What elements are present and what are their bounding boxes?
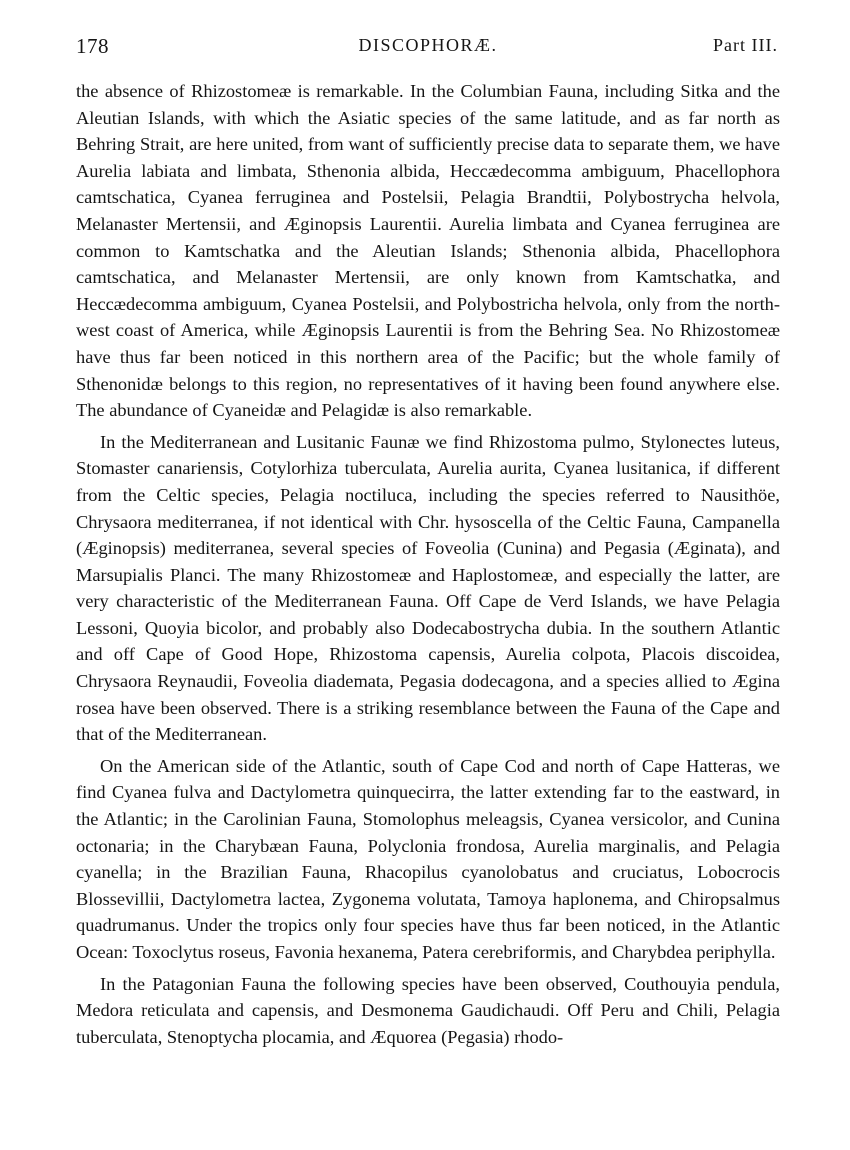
paragraph-columbian-fauna: the absence of Rhizostomeæ is remarkable. In the Columbian Fauna, including Sitka and the Aleutian Islands, with which the Asiatic species of the same latitude, and as far north as Behring Strait, are here united, from want of sufficiently precise data to separate them, we have Aurelia labiata and limbata, Sthenonia albida, Heccædecomma ambiguum, Phacellophora camtschatica, Cyanea ferruginea and Postelsii, Pelagia Brandtii, Polybostrycha helvola, Melanaster Mertensii, and Æginopsis Laurentii. Aurelia limbata and Cyanea ferruginea are common to Kamtschatka and the Aleutian Islands; Sthenonia albida, Phacellophora camtschatica, and Melanaster Mertensii, are only known from Kamtschatka, and Heccædecomma ambiguum, Cyanea Postelsii, and Polybostricha helvola, only from the north-west coast of America, while Æginopsis Laurentii is from the Behring Sea. No Rhizostomeæ have thus far been noticed in this northern area of the Pacific; but the whole family of Sthenonidæ belongs to this region, no representatives of it having been found anywhere else. The abundance of Cyaneidæ and Pelagidæ is also remarkable. [76,81,780,421]
book-page [76,30,780,1050]
paragraph-american-atlantic: On the American side of the Atlantic, south of Cape Cod and north of Cape Hatteras, we find Cyanea fulva and Dactylometra quinquecirra, the latter extending far to the eastward, in the Atlantic; in the Carolinian Fauna, Stomolophus meleagsis, Cyanea versicolor, and Cunina octonaria; in the Charybæan Fauna, Polyclonia frondosa, Aurelia marginalis, and Pelagia cyanella; in the Brazilian Fauna, Rhacopilus cyanolobatus and cruciatus, Lobocrocis Blossevillii, Dactylometra lactea, Zygonema volutata, Tamoya haplonema, and Chiropsalmus quadrumanus. Under the tropics only four species have thus far been noticed, in the Atlantic Ocean: Toxoclytus roseus, Favonia hexanema, Patera cerebriformis, and Charybdea periphylla. [76,755,780,962]
part-label: Part III. [713,35,778,55]
paragraph-patagonian-fauna: In the Patagonian Fauna the following species have been observed, Couthouyia pendula, Medora reticulata and capensis, and Desmonema Gaudichaudi. Off Peru and Chili, Pelagia tuberculata, Stenoptycha plocamia, and Æquorea (Pegasia) rhodo- [76,973,780,1047]
body-text [76,78,780,1050]
page-number: 178 [76,34,109,58]
running-header [76,30,780,64]
running-title: DISCOPHORÆ. [358,35,498,55]
paragraph-mediterranean-fauna: In the Mediterranean and Lusitanic Faunæ we find Rhizostoma pulmo, Stylonectes luteus, Stomaster canariensis, Cotylorhiza tuberculata, Aurelia aurita, Cyanea lusitanica, if different from the Celtic species, Pelagia noctiluca, including the species referred to Nausithöe, Chrysaora mediterranea, if not identical with Chr. hysoscella of the Celtic Fauna, Campanella (Æginopsis) mediterranea, several species of Foveolia (Cunina) and Pegasia (Æginata), and Marsupialis Planci. The many Rhizostomeæ and Haplostomeæ, and especially the latter, are very characteristic of the Mediterranean Fauna. Off Cape de Verd Islands, we have Pelagia Lessoni, Quoyia bicolor, and probably also Dodecabostrycha dubia. In the southern Atlantic and off Cape of Good Hope, Rhizostoma capensis, Aurelia colpota, Placois discoidea, Chrysaora Reynaudii, Foveolia diademata, Pegasia dodecagona, and a species allied to Ægina rosea have been observed. There is a striking resemblance between the Fauna of the Cape and that of the Mediterranean. [76,431,780,745]
